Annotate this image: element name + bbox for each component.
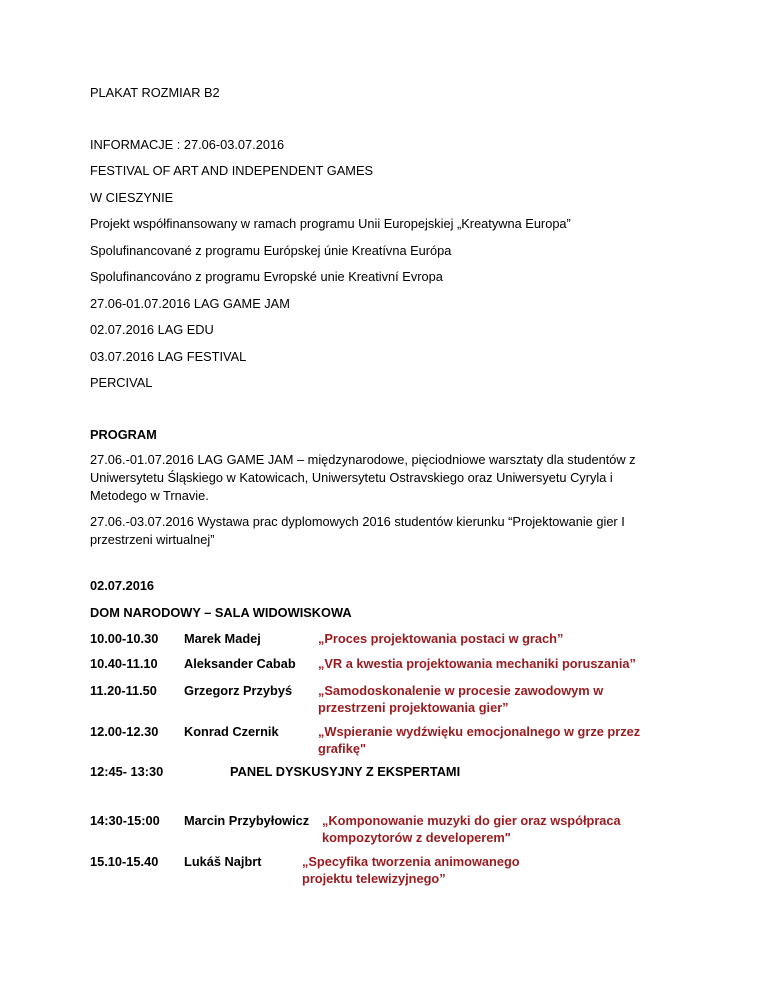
schedule-speaker: Grzegorz Przybyś xyxy=(184,683,293,698)
schedule-speaker: Marek Madej xyxy=(184,631,261,646)
schedule-speaker: Marcin Przybyłowicz xyxy=(184,813,310,828)
schedule-row xyxy=(90,853,670,887)
schedule-talk-title: „Komponowanie muzyki do gier oraz współpraca kompozytorów z developerem" xyxy=(322,813,621,845)
poster-size-line: PLAKAT ROZMIAR B2 xyxy=(90,85,220,100)
schedule-time: 11.20-11.50 xyxy=(90,683,157,698)
schedule-speaker: Konrad Czernik xyxy=(184,724,279,739)
schedule-time: 10.40-11.10 xyxy=(90,656,158,671)
event-edu-line: 02.07.2016 LAG EDU xyxy=(90,322,214,337)
schedule-time: 14:30-15:00 xyxy=(90,813,160,828)
cofinance-cz-line: Spolufinancováno z programu Evropské unie Kreativní Evropa xyxy=(90,269,443,284)
info-dates-line: INFORMACJE : 27.06-03.07.2016 xyxy=(90,137,285,152)
schedule-talk-title: „VR a kwestia projektowania mechaniki poruszania” xyxy=(318,656,636,671)
cofinance-pl-line: Projekt współfinansowany w ramach programu Unii Europejskiej „Kreatywna Europa” xyxy=(90,216,571,231)
schedule-row xyxy=(90,655,670,672)
schedule-time: 12.00-12.30 xyxy=(90,724,159,739)
festival-name-line: FESTIVAL OF ART AND INDEPENDENT GAMES xyxy=(90,163,374,178)
day-date: 02.07.2016 xyxy=(90,578,155,593)
percival-line: PERCIVAL xyxy=(90,375,153,390)
schedule-row xyxy=(90,723,670,757)
cofinance-sk-line: Spolufinancované z programu Európskej únie Kreatívna Európa xyxy=(90,243,452,258)
schedule-row xyxy=(90,682,670,716)
exhibition-description: 27.06.-03.07.2016 Wystawa prac dyplomowych 2016 studentów kierunku “Projektowanie gier I przestrzeni wirtualnej” xyxy=(90,514,625,547)
venue-name: DOM NARODOWY – SALA WIDOWISKOWA xyxy=(90,605,352,620)
jam-description: 27.06.-01.07.2016 LAG GAME JAM – międzynarodowe, pięciodniowe warsztaty dla studentów z Uniwersytetu Śląskiego w Katowicach, Uniwersytetu Ostravskiego oraz Uniwersyetu Cyryla i Metodego w Trnavie. xyxy=(90,452,636,503)
location-line: W CIESZYNIE xyxy=(90,190,174,205)
schedule-row xyxy=(90,812,670,846)
schedule-talk-title: „Specyfika tworzenia animowanego projektu telewizyjnego” xyxy=(302,854,520,886)
schedule-row xyxy=(90,763,670,780)
schedule-time: 15.10-15.40 xyxy=(90,854,159,869)
schedule-speaker: Lukáš Najbrt xyxy=(184,854,262,869)
schedule-talk-title: „Wspieranie wydźwięku emocjonalnego w grze przez grafikę" xyxy=(318,724,641,756)
event-jam-line: 27.06-01.07.2016 LAG GAME JAM xyxy=(90,296,290,311)
event-festival-line: 03.07.2016 LAG FESTIVAL xyxy=(90,349,247,364)
schedule-talk-title: „Proces projektowania postaci w grach” xyxy=(318,631,564,646)
panel-discussion-label: PANEL DYSKUSYJNY Z EKSPERTAMI xyxy=(230,764,461,779)
schedule-time: 12:45- 13:30 xyxy=(90,764,164,779)
schedule-time: 10.00-10.30 xyxy=(90,631,159,646)
schedule-speaker: Aleksander Cabab xyxy=(184,656,296,671)
schedule-row xyxy=(90,630,670,647)
program-heading: PROGRAM xyxy=(90,427,157,442)
schedule-talk-title: „Samodoskonalenie w procesie zawodowym w przestrzeni projektowania gier” xyxy=(318,683,604,715)
